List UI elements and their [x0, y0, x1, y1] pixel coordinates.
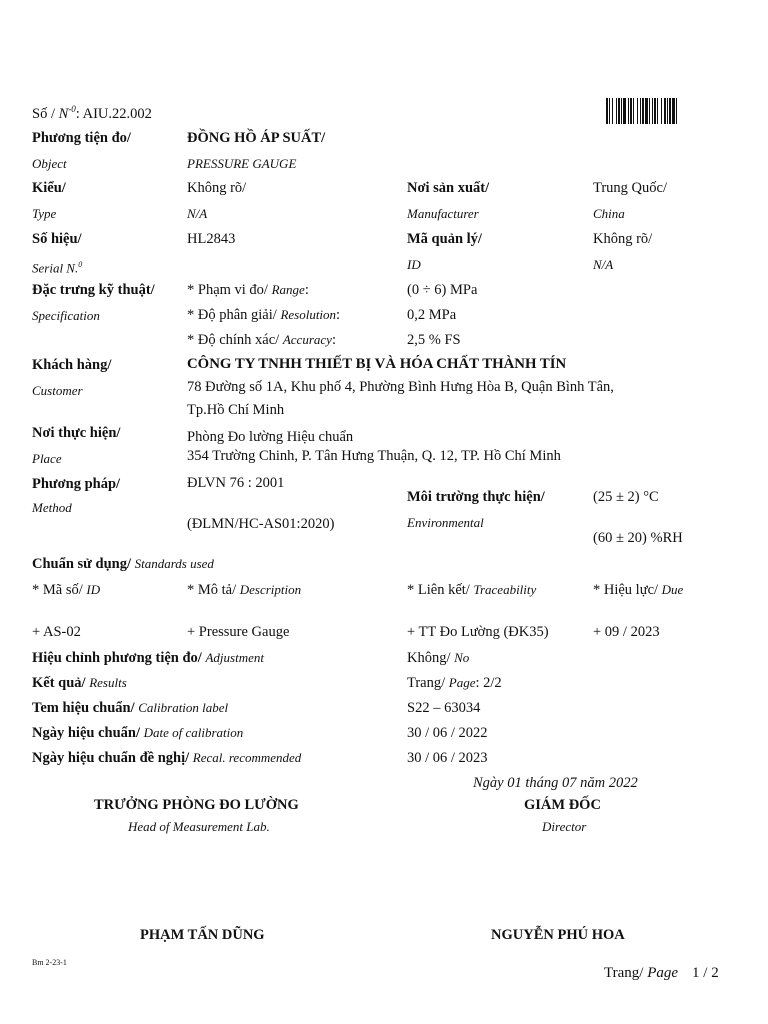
- spec-resolution-label: * Độ phân giải/ Resolution:: [187, 307, 341, 323]
- left-signer-title: TRƯỞNG PHÒNG ĐO LƯỜNG: [94, 797, 299, 813]
- left-signer-name: PHẠM TẤN DŨNG: [140, 927, 265, 943]
- spec-accuracy-value: 2,5 % FS: [407, 332, 461, 348]
- spec-accuracy-label: * Độ chính xác/ Accuracy:: [187, 332, 336, 348]
- manage-id-value-en: N/A: [593, 257, 614, 272]
- object-value-en: PRESSURE GAUGE: [187, 156, 297, 171]
- page-number: Trang/ Page 1 / 2: [604, 965, 719, 981]
- object-label: Phương tiện đo/: [32, 130, 131, 146]
- standards-col-id: * Mã số/ ID: [32, 582, 101, 598]
- certificate-number-label: Số /: [32, 105, 59, 122]
- object-value: ĐỒNG HỒ ÁP SUẤT/: [187, 130, 326, 146]
- recal-recommended-value: 30 / 06 / 2023: [407, 750, 488, 766]
- manufacturer-label-en: Manufacturer: [407, 206, 479, 221]
- standards-row-description: + Pressure Gauge: [187, 624, 290, 640]
- adjustment-label: Hiệu chỉnh phương tiện đo/ Adjustment: [32, 650, 264, 666]
- type-label: Kiểu/: [32, 180, 66, 196]
- type-value: Không rõ/: [187, 180, 247, 196]
- place-value-line2: 354 Trường Chinh, P. Tân Hưng Thuận, Q. 12, TP. Hồ Chí Minh: [187, 448, 561, 464]
- standards-label: Chuẩn sử dụng/ Standards used: [32, 556, 214, 572]
- barcode-bar: [677, 98, 679, 124]
- spec-resolution-value: 0,2 MPa: [407, 307, 457, 323]
- method-value-line1: ĐLVN 76 : 2001: [187, 475, 285, 491]
- adjustment-value: Không/ No: [407, 650, 470, 666]
- manufacturer-label: Nơi sản xuất/: [407, 180, 490, 196]
- type-label-en: Type: [32, 206, 57, 221]
- manufacturer-value: Trung Quốc/: [593, 180, 667, 196]
- customer-label: Khách hàng/: [32, 357, 112, 373]
- date-of-calibration-value: 30 / 06 / 2022: [407, 725, 488, 741]
- left-signer-title-en: Head of Measurement Lab.: [128, 819, 270, 834]
- spec-label: Đặc trưng kỹ thuật/: [32, 282, 155, 298]
- standards-col-due: * Hiệu lực/ Due: [593, 582, 684, 598]
- customer-address-line2: Tp.Hồ Chí Minh: [187, 402, 285, 418]
- standards-col-traceability: * Liên kết/ Traceability: [407, 582, 537, 598]
- barcode: [606, 98, 730, 124]
- calibration-label-value: S22 – 63034: [407, 700, 481, 716]
- environment-humidity: (60 ± 20) %RH: [593, 530, 683, 546]
- spec-range-label: * Phạm vi đo/ Range:: [187, 282, 309, 298]
- results-label: Kết quả/ Results: [32, 675, 127, 691]
- right-signer-title-en: Director: [542, 819, 587, 834]
- serial-label: Số hiệu/: [32, 231, 82, 247]
- method-label: Phương pháp/: [32, 476, 121, 492]
- date-of-calibration-label: Ngày hiệu chuẩn/ Date of calibration: [32, 725, 244, 741]
- place-label: Nơi thực hiện/: [32, 425, 121, 441]
- serial-label-en: Serial N.$^0$: [32, 260, 83, 276]
- standards-row-traceability: + TT Đo Lường (ĐK35): [407, 624, 549, 640]
- environment-label: Môi trường thực hiện/: [407, 489, 545, 505]
- place-label-en: Place: [32, 451, 62, 466]
- spec-label-en: Specification: [32, 308, 100, 323]
- serial-value: HL2843: [187, 231, 236, 247]
- right-signer-name: NGUYỄN PHÚ HOA: [491, 927, 625, 943]
- right-signer-title: GIÁM ĐỐC: [524, 797, 601, 813]
- method-value-line2: (ĐLMN/HC-AS01:2020): [187, 516, 335, 532]
- method-label-en: Method: [32, 500, 72, 515]
- environment-temperature: (25 ± 2) °C: [593, 489, 659, 505]
- type-value-en: N/A: [187, 206, 208, 221]
- place-value-line1: Phòng Đo lường Hiệu chuẩn: [187, 429, 354, 445]
- results-value: Trang/ Page: 2/2: [407, 675, 502, 691]
- certificate-number-value: AIU.22.002: [82, 105, 152, 122]
- manage-id-value: Không rõ/: [593, 231, 653, 247]
- environment-label-en: Environmental: [407, 515, 484, 530]
- standards-row-id: + AS-02: [32, 624, 81, 640]
- certificate-number: Số / $N^{-0}$: AIU.22.002: [32, 104, 152, 122]
- customer-address-line1: 78 Đường số 1A, Khu phố 4, Phường Bình Hưng Hòa B, Quận Bình Tân,: [187, 379, 614, 395]
- standards-col-description: * Mô tả/ Description: [187, 582, 302, 598]
- manufacturer-value-en: China: [593, 206, 625, 221]
- calibration-label-row: Tem hiệu chuẩn/ Calibration label: [32, 700, 229, 716]
- issue-date: Ngày 01 tháng 07 năm 2022: [473, 775, 638, 791]
- manage-id-label-en: ID: [407, 257, 421, 272]
- spec-range-value: (0 ÷ 6) MPa: [407, 282, 478, 298]
- standards-row-due: + 09 / 2023: [593, 624, 660, 640]
- recal-recommended-label: Ngày hiệu chuẩn đề nghị/ Recal. recommended: [32, 750, 302, 766]
- customer-name: CÔNG TY TNHH THIẾT BỊ VÀ HÓA CHẤT THÀNH TÍN: [187, 356, 567, 372]
- customer-label-en: Customer: [32, 383, 83, 398]
- manage-id-label: Mã quản lý/: [407, 231, 482, 247]
- object-label-en: Object: [32, 156, 67, 171]
- form-code: Bm 2-23-1: [32, 958, 67, 967]
